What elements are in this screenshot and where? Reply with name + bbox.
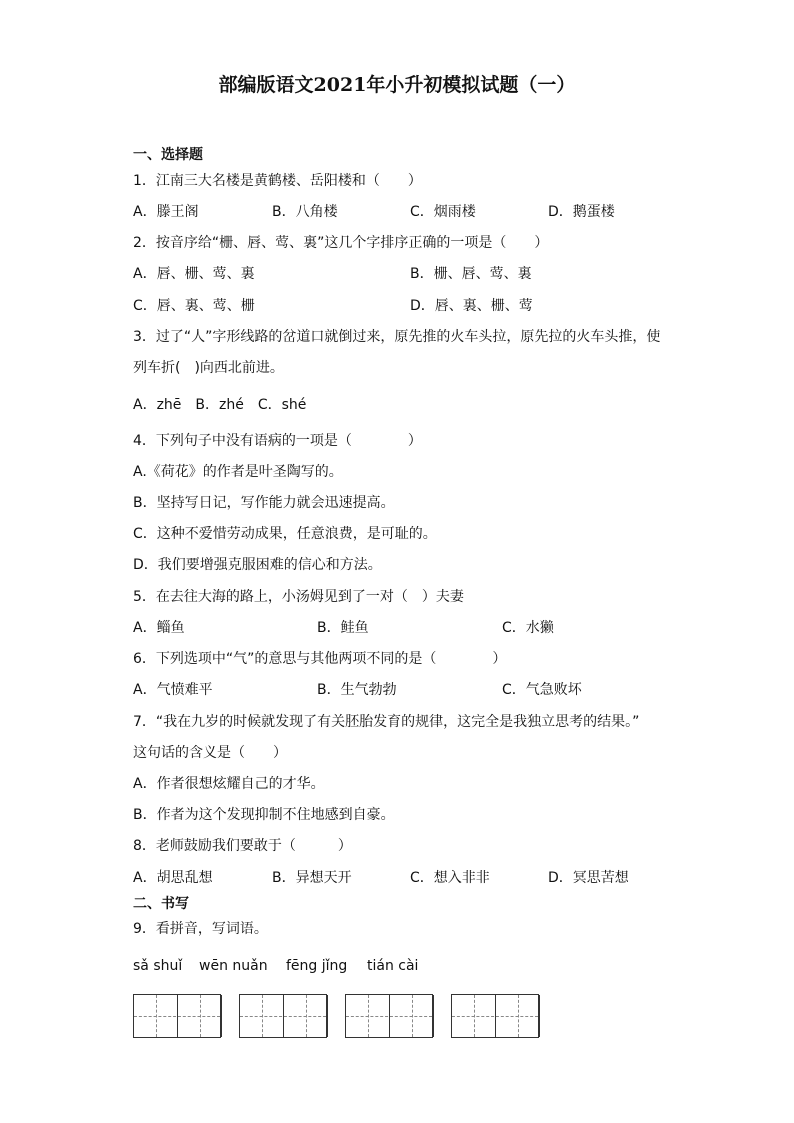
q7-option-a: A．作者很想炫耀自己的才华。 [133,776,325,792]
question-7-line-1: 7．“我在九岁的时候就发现了有关胚胎发育的规律，这完全是我独立思考的结果。” [133,714,640,730]
q1-option-a: A．滕王阁 [133,204,199,220]
q1-option-c: C．烟雨楼 [410,204,476,220]
question-5: 5．在去往大海的路上，小汤姆见到了一对（ ）夫妻 [133,589,464,605]
question-9: 9．看拼音，写词语。 [133,921,268,937]
question-6: 6．下列选项中“气”的意思与其他两项不同的是（ ） [133,651,507,667]
q4-option-a: A.《荷花》的作者是叶圣陶写的。 [133,464,343,480]
q3-options: A．zhē B．zhé C．shé [133,397,307,413]
writing-grid-3[interactable] [345,994,433,1038]
writing-grid-1[interactable] [133,994,221,1038]
question-1: 1．江南三大名楼是黄鹤楼、岳阳楼和（ ） [133,173,422,189]
q2-option-d: D．唇、裏、栅、莺 [410,298,533,314]
q1-option-d: D．鹅蛋楼 [548,204,615,220]
q7-option-b: B．作者为这个发现抑制不住地感到自豪。 [133,807,395,823]
q8-option-d: D．冥思苦想 [548,870,629,886]
q5-option-a: A．鲻鱼 [133,620,185,636]
q2-option-c: C．唇、裏、莺、栅 [133,298,255,314]
section-heading-choice: 一、选择题 [133,147,203,163]
q5-option-c: C．水獭 [502,620,554,636]
question-3-line-2: 列车折( )向西北前进。 [133,360,284,376]
page-title: 部编版语文2021年小升初模拟试题（一） [218,74,576,96]
question-4: 4．下列句子中没有语病的一项是（ ） [133,433,422,449]
q5-option-b: B．鲑鱼 [317,620,369,636]
q8-option-b: B．异想天开 [272,870,352,886]
q6-option-a: A．气愤难平 [133,682,213,698]
pinyin-4: tián cài [367,958,419,974]
writing-grid-4[interactable] [451,994,539,1038]
question-2: 2．按音序给“栅、唇、莺、裏”这几个字排序正确的一项是（ ） [133,235,549,251]
question-3-line-1: 3．过了“人”字形线路的岔道口就倒过来，原先推的火车头拉，原先拉的火车头推，使 [133,329,661,345]
q8-option-c: C．想入非非 [410,870,490,886]
q6-option-c: C．气急败坏 [502,682,582,698]
q1-option-b: B．八角楼 [272,204,338,220]
q6-option-b: B．生气勃勃 [317,682,397,698]
question-8: 8．老师鼓励我们要敢于（ ） [133,838,352,854]
pinyin-2: wēn nuǎn [199,958,268,974]
q4-option-d: D．我们要增强克服困难的信心和方法。 [133,557,382,573]
section-heading-writing: 二、书写 [133,896,189,912]
pinyin-3: fēng jǐng [286,958,348,974]
writing-grid-2[interactable] [239,994,327,1038]
q2-option-a: A．唇、栅、莺、裏 [133,266,255,282]
q2-option-b: B．栅、唇、莺、裏 [410,266,532,282]
pinyin-1: sǎ shuǐ [133,958,183,974]
q4-option-c: C．这种不爱惜劳动成果，任意浪费，是可耻的。 [133,526,437,542]
q4-option-b: B．坚持写日记，写作能力就会迅速提高。 [133,495,395,511]
question-7-line-2: 这句话的含义是（ ） [133,745,287,761]
q8-option-a: A．胡思乱想 [133,870,213,886]
